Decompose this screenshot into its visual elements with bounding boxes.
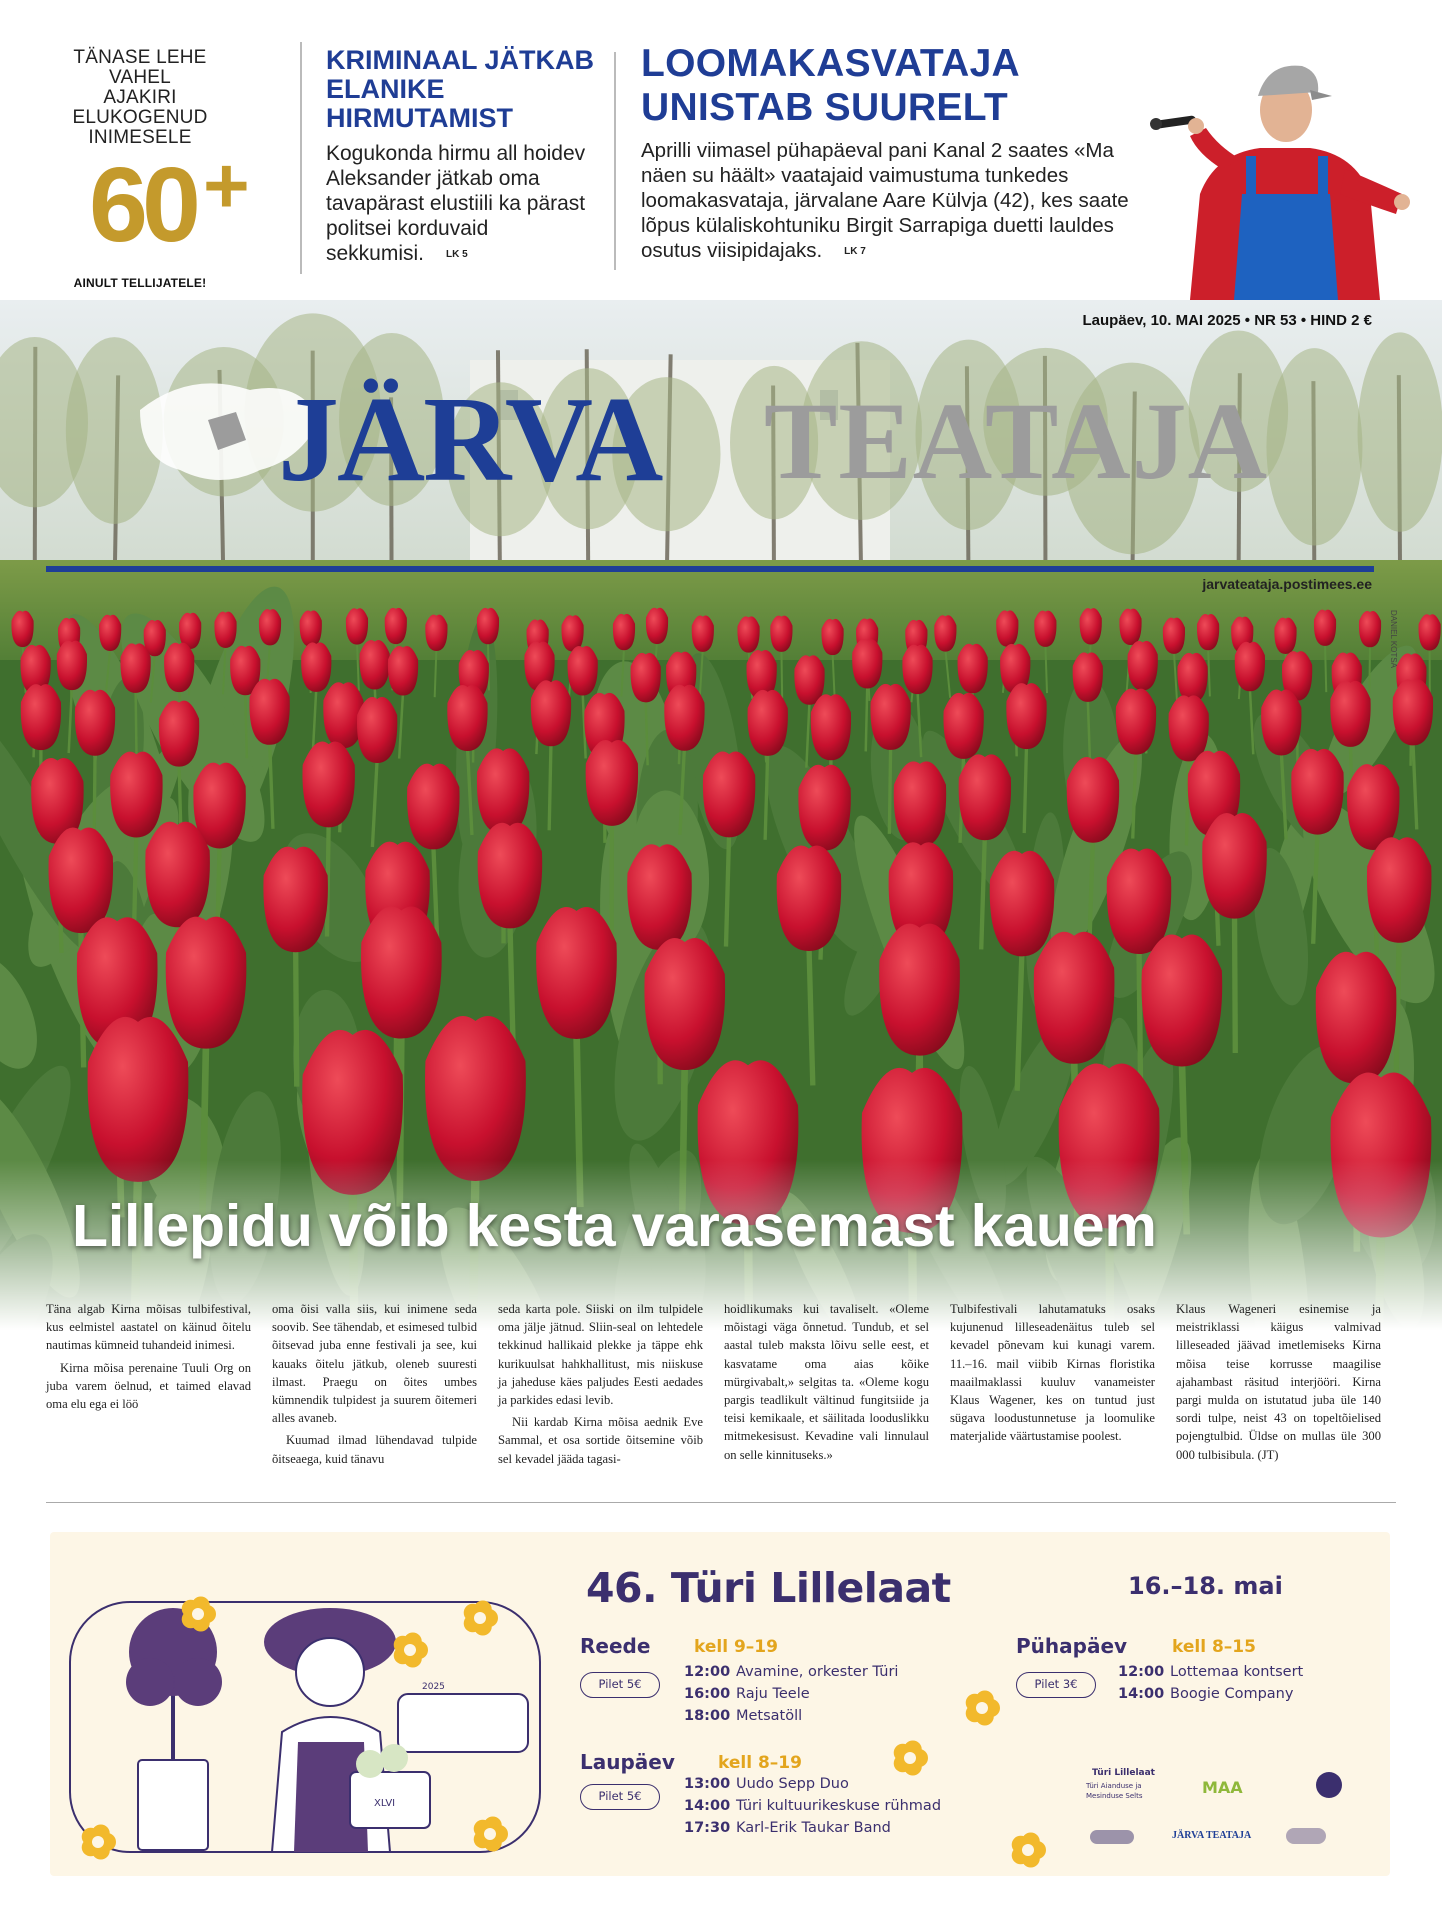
box-year: 2025	[422, 1682, 445, 1692]
day-friday: Reede	[580, 1634, 651, 1658]
promo-line-2: AJAKIRI	[103, 87, 177, 108]
promo-footer: AINULT TELLIJATELE!	[73, 276, 207, 290]
article-body	[46, 1300, 1396, 1486]
sponsor-maa: MAA	[1202, 1778, 1243, 1797]
paragraph: oma õisi valla siis, kui inimene seda soovib. See tähendab, et esimesed tulbid õitsevad juba enne festivali ja see, kui kauaks õitelu jätkub, oleneb suuresti ilmast. Praegu on õites umbes kümnendik tulpidest ja suurem õitemeri alles avaneb.	[272, 1302, 477, 1426]
masthead-rule	[46, 566, 1374, 572]
event-row	[684, 1686, 810, 1702]
article-column	[46, 1300, 251, 1413]
day-sunday: Pühapäev	[1016, 1634, 1128, 1658]
event-name: Lottemaa kontsert	[1170, 1664, 1304, 1680]
event-name: Avamine, orkester Türi	[736, 1664, 899, 1680]
event-row	[1118, 1686, 1293, 1702]
event-row	[684, 1798, 941, 1814]
day-saturday: Laupäev	[580, 1750, 675, 1774]
sponsor-org: Türi Lillelaat	[1092, 1768, 1155, 1778]
ad-title[interactable]: 46. Türi Lillelaat	[586, 1564, 951, 1612]
teaser-crime-headline[interactable]: KRIMINAAL JÄTKAB ELANIKE HIRMUTAMIST	[326, 45, 594, 133]
teaser-farmer-body	[641, 138, 1141, 264]
teaser-farmer-text: Aprilli viimasel pühapäeval pani Kanal 2 saates «Ma näen su häält» vaatajaid vaimustuma tunkedes loomakasvataja, järvalane Aare Külvja (42), kes saate lõpus külaliskohtuniku Birgit Sarrapiga duetti lauldes osutus viisipidajaks.	[641, 139, 1129, 262]
section-divider	[46, 1502, 1396, 1503]
event-row	[684, 1664, 898, 1680]
paragraph: Kirna mõisa perenaine Tuuli Org on juba varem öelnud, et taimed elavad oma elu ega ei löö	[46, 1360, 251, 1412]
event-row	[1118, 1664, 1303, 1680]
ticket-friday: Pilet 5€	[580, 1672, 660, 1698]
ad-dates: 16.–18. mai	[1128, 1572, 1283, 1600]
ticket-sunday: Pilet 3€	[1016, 1672, 1096, 1698]
dateline: Laupäev, 10. MAI 2025 • NR 53 • HIND 2 €	[1082, 312, 1372, 329]
promo-logo	[55, 141, 250, 264]
event-name: Türi kultuurikeskuse rühmad	[736, 1798, 942, 1814]
website-link[interactable]: jarvateataja.postimees.ee	[1202, 576, 1372, 592]
teaser-crime[interactable]	[326, 46, 606, 267]
teaser-strip	[0, 0, 1442, 300]
article-column	[950, 1300, 1155, 1446]
paragraph: Nii kardab Kirna mõisa aednik Eve Sammal, et osa sortide õitsemine võib sel kevadel jääda tagasi-	[498, 1415, 703, 1466]
event-time: 12:00	[684, 1664, 731, 1680]
sponsor-org-sub1: Türi Aianduse ja	[1086, 1782, 1142, 1790]
sponsor-paper: JÄRVA TEATAJA	[1172, 1830, 1252, 1841]
paragraph: Klaus Wageneri esinemise ja meistriklassi käigus valmivad lilleseaded jäävad imetlemiseks Kirna mõisa teise korrusse maagilise ajahambast räsitud interjööri. Kirna pargi mulda on istutatud juba üle 140 sordi tulpe, neist 43 on topeltõielised pojengtulbid. Üldse on mullas üle 300 000 tulbisibula. (JT)	[1176, 1302, 1381, 1462]
photo-credit: DANIEL KOTSA	[1389, 610, 1398, 668]
article-column	[272, 1300, 477, 1468]
promo-line-3: ELUKOGENUD INIMESELE	[72, 107, 208, 148]
teaser-farmer-page: LK 7	[844, 246, 866, 258]
event-name: Metsatöll	[736, 1708, 803, 1724]
article-column	[724, 1300, 929, 1464]
event-time: 17:30	[684, 1820, 731, 1836]
article-column	[1176, 1300, 1381, 1464]
event-time: 14:00	[1118, 1686, 1165, 1702]
teaser-crime-body	[326, 141, 606, 267]
main-headline[interactable]: Lillepidu võib kesta varasemast kauem	[72, 1193, 1157, 1259]
teaser-crime-text: Kogukonda hirmu all hoidev Aleksander jätkab oma tavapärast elustiili ka pärast politsei korduvaid sekkumisi.	[326, 142, 586, 265]
masthead-title-jarva[interactable]: JÄRVA	[278, 372, 662, 507]
pot-numeral: XLVI	[374, 1798, 396, 1809]
event-time: 13:00	[684, 1776, 731, 1792]
event-name: Boogie Company	[1170, 1686, 1294, 1702]
sponsor-logo-icon	[1090, 1830, 1134, 1844]
flower-fair-ad[interactable]	[50, 1532, 1390, 1876]
sponsor-logo-icon	[1286, 1828, 1326, 1844]
hours-sunday: kell 8–15	[1172, 1637, 1256, 1657]
event-row	[684, 1776, 849, 1792]
event-name: Karl-Erik Taukar Band	[736, 1820, 891, 1836]
divider	[614, 52, 616, 270]
event-row	[684, 1708, 802, 1724]
promo-plus: +	[203, 141, 250, 230]
divider	[300, 42, 302, 274]
event-row	[684, 1820, 891, 1836]
paragraph: hoidlikumaks kui tavaliselt. «Oleme mõistagi väga õnnetud. Tundub, et sel aastal tuleb maksta lõivu selle eest, et kasvatame oma aias kõike mürgivabalt,» selgitas ta. «Oleme kogu pargis teadlikult vältinud fungitsiide ja teisi kemikaale, et säilitada looduslikku mitmekesisust. Kevadine vali linnulaul on selle kinnituseks.»	[724, 1302, 929, 1462]
event-time: 18:00	[684, 1708, 731, 1724]
promo-number: 60	[89, 146, 195, 264]
paragraph: Täna algab Kirna mõisas tulbifestival, kus eelmistel aastatel on käinud õitelu nautimas kümneid tuhandeid inimesi.	[46, 1302, 251, 1353]
event-name: Raju Teele	[736, 1686, 810, 1702]
cover-photo	[0, 300, 1442, 1330]
paragraph: Tulbifestivali lahutamatuks osaks kujunenud lilleseadenäitus tuleb sel kevadel põnevam kui kunagi varem. 11.–16. mail viibib Kirnas floristika maailmaklassi kuuluv vanameister Klaus Wagener, kes on tuntud just sügava loodustunnetuse ja loomulike materjalide väärtustamise poolest.	[950, 1302, 1155, 1444]
event-name: Uudo Sepp Duo	[736, 1776, 849, 1792]
singer-photo	[1140, 44, 1410, 300]
paragraph: seda karta pole. Siiski on ilm tulpidele oma jälje jätnud. Sliin-seal on lehtedele tekkinud hallikaid plekke ja täppe ehk kurikuulsat hahkhallitust, mis niiskuse ja jaheduse käes paljudes Eesti aedades ja parkides edasi levib.	[498, 1302, 703, 1408]
ticket-saturday: Pilet 5€	[580, 1784, 660, 1810]
article-column	[498, 1300, 703, 1468]
sponsor-org-sub2: Mesinduse Selts	[1086, 1792, 1143, 1800]
event-time: 14:00	[684, 1798, 731, 1814]
teaser-farmer[interactable]	[641, 42, 1141, 264]
masthead-title-teataja[interactable]: TEATAJA	[764, 380, 1269, 502]
promo-line-1: TÄNASE LEHE VAHEL	[73, 47, 207, 88]
teaser-farmer-headline[interactable]: LOOMAKASVATAJA UNISTAB SUURELT	[641, 42, 1019, 129]
sponsor-crest-icon	[1316, 1772, 1342, 1798]
hours-friday: kell 9–19	[694, 1637, 778, 1657]
hours-saturday: kell 8–19	[718, 1753, 802, 1773]
event-time: 16:00	[684, 1686, 731, 1702]
magazine-promo[interactable]	[40, 47, 250, 290]
event-time: 12:00	[1118, 1664, 1165, 1680]
paragraph: Kuumad ilmad lühendavad tulpide õitseaega, kuid tänavu	[272, 1433, 477, 1466]
teaser-crime-page: LK 5	[446, 248, 468, 260]
